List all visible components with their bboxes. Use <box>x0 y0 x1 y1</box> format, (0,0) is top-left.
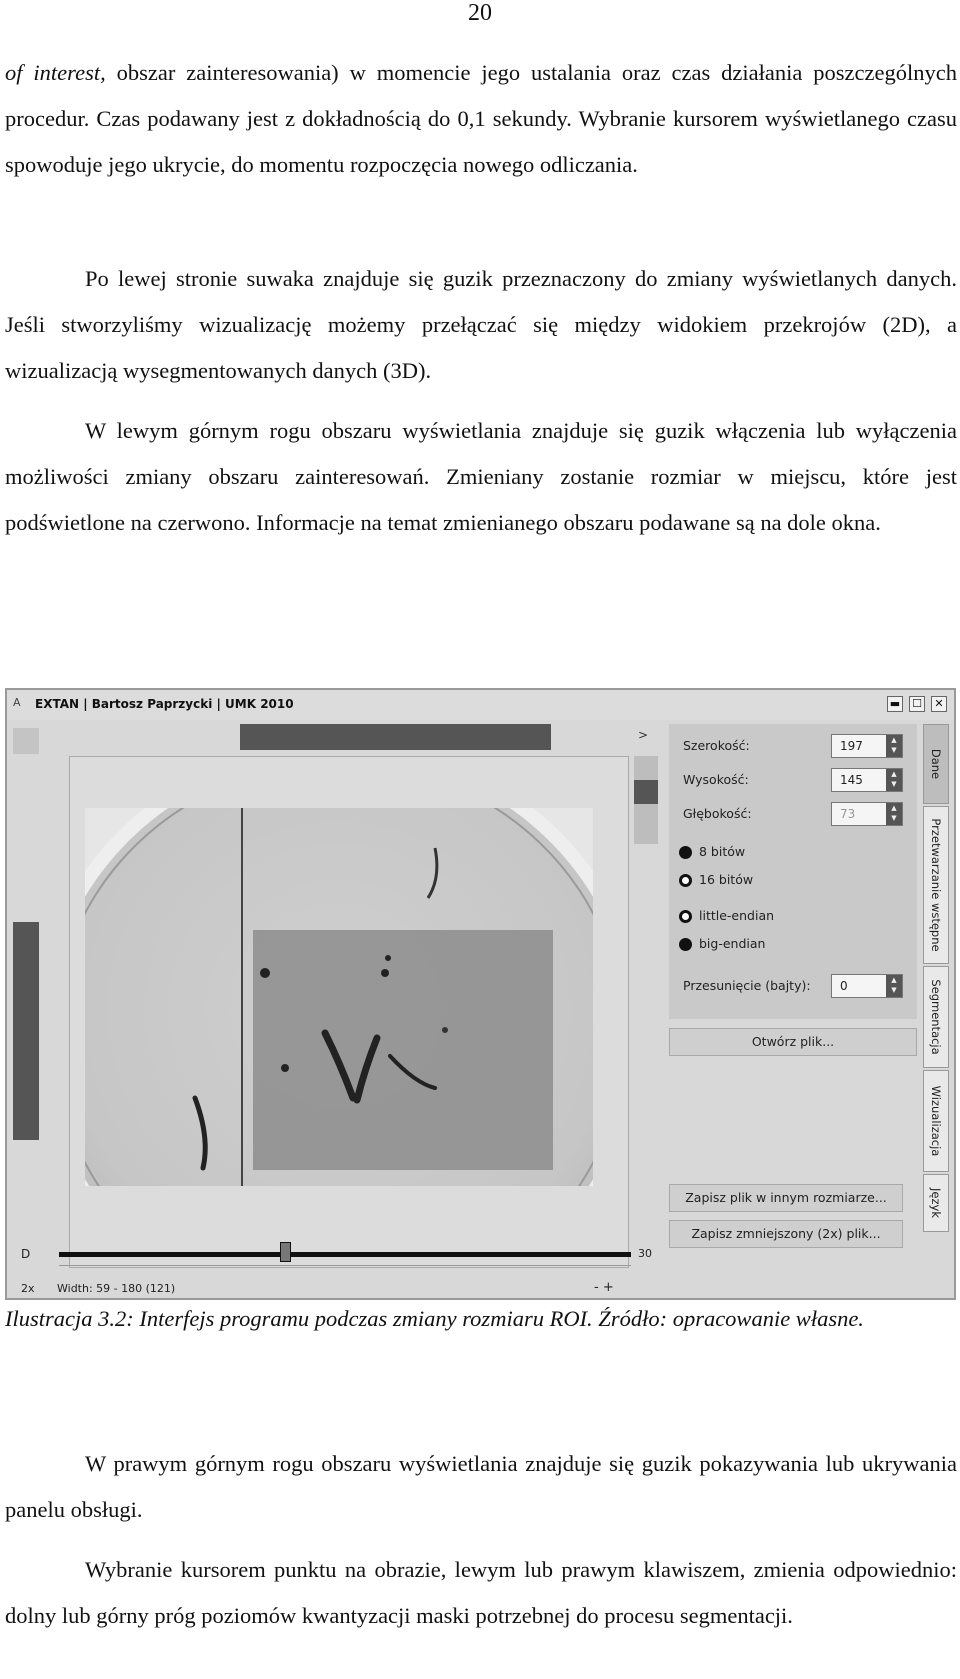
swatch-dark <box>634 780 658 804</box>
depth-value: 73 <box>840 807 856 821</box>
tab-jezyk[interactable]: Język <box>923 1174 949 1232</box>
data-panel <box>669 724 917 1019</box>
paragraph-3-text: W lewym górnym rogu obszaru wyświetlania znajduje się guzik włączenia lub wyłączenia możliwości zmiany obszaru zainteresowań. Zmieniany zostanie rozmiar w miejscu, które jest podświetlone na czerwono. Informacje na temat zmienianego obszaru podawane są na dole okna. <box>5 418 957 535</box>
paragraph-1 <box>5 50 957 188</box>
width-label: Szerokość: <box>683 738 750 753</box>
width-value: 197 <box>840 739 863 753</box>
save-other-size-button[interactable]: Zapisz plik w innym rozmiarze... <box>669 1184 903 1212</box>
title-bar <box>7 690 954 720</box>
zoom-label: 2x <box>21 1282 35 1295</box>
radio-16bit-label: 16 bitów <box>699 872 754 887</box>
radio-little-endian[interactable] <box>679 910 692 923</box>
spinner-arrows-icon[interactable]: ▲ ▼ <box>886 803 902 825</box>
paragraph-4-text: W prawym górnym rogu obszaru wyświetlania znajduje się guzik pokazywania lub ukrywania panelu obsługi. <box>5 1451 957 1522</box>
tab-dane[interactable]: Dane <box>923 724 949 804</box>
paragraph-5-text: Wybranie kursorem punktu na obrazie, lewym lub prawym klawiszem, zmienia odpowiednio: dolny lub górny próg poziomów kwantyzacji maski potrzebnej do procesu segmentacji. <box>5 1557 957 1628</box>
close-icon[interactable]: ✕ <box>931 696 947 712</box>
height-value: 145 <box>840 773 863 787</box>
paragraph-1-text: obszar zainteresowania) w momencie jego ustalania oraz czas działania poszczególnych procedur. Czas podawany jest z dokładnością do 0,1 sekundy. Wybranie kursorem wyświetlanego czasu spowoduje jego ukrycie, do momentu rozpoczęcia nowego odliczania. <box>5 60 957 177</box>
minimize-icon[interactable]: ▬ <box>887 696 903 712</box>
radio-8bit-label: 8 bitów <box>699 844 746 859</box>
swatch-light <box>634 756 658 780</box>
top-resize-bar[interactable] <box>240 724 551 750</box>
offset-spinner[interactable] <box>831 974 903 998</box>
view-toggle-button[interactable]: D <box>21 1247 31 1261</box>
figure-caption: Ilustracja 3.2: Interfejs programu podczas zmiany rozmiaru ROI. Źródło: opracowanie własne. <box>5 1306 864 1331</box>
paragraph-5 <box>5 1547 957 1639</box>
maximize-icon[interactable]: ☐ <box>909 696 925 712</box>
radio-16bit[interactable] <box>679 874 692 887</box>
app-icon: A <box>13 696 21 709</box>
spinner-arrows-icon[interactable]: ▲ ▼ <box>886 975 902 997</box>
side-tabs <box>921 724 953 1284</box>
radio-8bit[interactable] <box>679 846 692 859</box>
slider-track-line <box>59 1265 631 1266</box>
roi-width-info: Width: 59 - 180 (121) <box>57 1282 176 1295</box>
width-spinner[interactable] <box>831 734 903 758</box>
app-screenshot <box>5 688 956 1300</box>
radio-big-endian[interactable] <box>679 938 692 951</box>
swatch-light-2 <box>634 804 658 844</box>
roi-toggle-button[interactable] <box>13 728 39 754</box>
tab-przetwarzanie[interactable]: Przetwarzanie wstępne <box>923 806 949 964</box>
paragraph-1-italic: of interest, <box>5 60 106 85</box>
paragraph-4 <box>5 1441 957 1533</box>
radio-big-endian-label: big-endian <box>699 936 766 951</box>
paragraph-2-text: Po lewej stronie suwaka znajduje się guzik przeznaczony do zmiany wyświetlanych danych. Jeśli stworzyliśmy wizualizację możemy przełączać się między widokiem przekrojów (2D), a wizualizacją wysegmentowanych danych (3D). <box>5 266 957 383</box>
panel-toggle-icon[interactable]: > <box>638 728 649 742</box>
zoom-controls[interactable]: - + <box>594 1280 614 1295</box>
offset-value: 0 <box>840 979 848 993</box>
radio-little-endian-label: little-endian <box>699 908 775 923</box>
slider-max-label: 30 <box>638 1247 652 1260</box>
height-spinner[interactable] <box>831 768 903 792</box>
paragraph-3 <box>5 408 957 546</box>
depth-label: Głębokość: <box>683 806 752 821</box>
left-resize-bar[interactable] <box>13 922 39 1140</box>
depth-spinner[interactable] <box>831 802 903 826</box>
height-label: Wysokość: <box>683 772 749 787</box>
open-file-button[interactable]: Otwórz plik... <box>669 1028 917 1056</box>
ct-scan-image[interactable] <box>85 808 593 1186</box>
spinner-arrows-icon[interactable]: ▲ ▼ <box>886 735 902 757</box>
spinner-arrows-icon[interactable]: ▲ ▼ <box>886 769 902 791</box>
slice-slider[interactable] <box>59 1252 631 1257</box>
offset-label: Przesunięcie (bajty): <box>683 978 811 993</box>
roi-region <box>253 930 553 1170</box>
tab-segmentacja[interactable]: Segmentacja <box>923 966 949 1068</box>
page-number: 20 <box>468 0 492 26</box>
slider-thumb[interactable] <box>280 1242 291 1262</box>
paragraph-2 <box>5 256 957 394</box>
window-title: EXTAN | Bartosz Paprzycki | UMK 2010 <box>35 697 294 711</box>
tab-wizualizacja[interactable]: Wizualizacja <box>923 1070 949 1172</box>
save-smaller-button[interactable]: Zapisz zmniejszony (2x) plik... <box>669 1220 903 1248</box>
